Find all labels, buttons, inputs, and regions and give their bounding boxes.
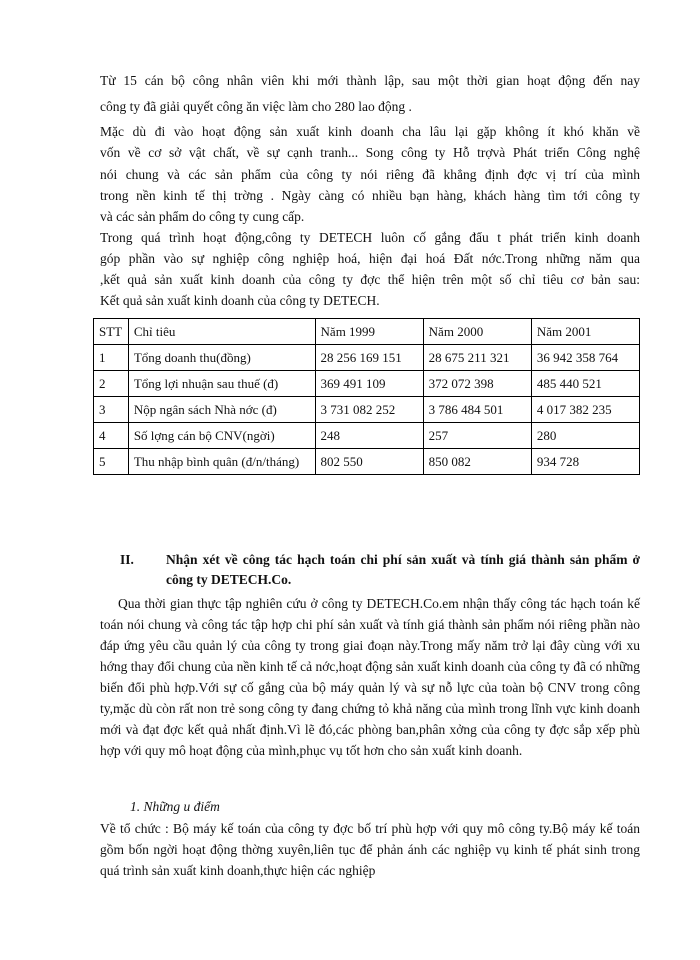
table-cell: 4 017 382 235 <box>531 397 639 423</box>
intro-line: Mặc dù đi vào hoạt động sản xuất kinh doanh cha lâu lại gặp không ít khó khăn về <box>100 124 640 139</box>
intro-line: ,kết quả sản xuất kinh doanh của công ty đợc thể hiện trên một số chỉ tiêu cơ bản sau: <box>100 272 640 287</box>
body-paragraph: Về tổ chức : Bộ máy kế toán của công ty đợc bố trí phù hợp với quy mô công ty.Bộ máy kế toán gồm bốn ngời hoạt động thờng xuyên,liên tục để phản ánh các nghiệp vụ kinh tế phát sinh trong quá trình sản xuất kinh doanh,thực hiện các nghiệp <box>100 821 640 878</box>
business-results-table <box>93 318 640 475</box>
body-paragraph: Qua thời gian thực tập nghiên cứu ở công ty DETECH.Co.em nhận thấy công tác hạch toán kế toán nói chung và công tác tập hợp chi phí sản xuất và tính giá thành sản phẩm nói riêng phần nào đáp ứng yêu cầu quản lý của công ty trong giai đoạn này.Trong mấy năm trở lại đây cùng với xu hớng thay đổi chung của nền kinh tế cả nớc,hoạt động sản xuất kinh doanh của công ty đã có những biến đổi phù hợp.Với sự cố gắng của bộ máy quản lý và sự nỗ lực của toàn bộ CNV trong công ty,mặc dù còn rất non trẻ song công ty đang chứng tỏ khả năng của mình trong lĩnh vực kinh doanh mới và đạt đợc kết quả nhất định.Vì lẽ đó,các phòng ban,phân xởng của công ty đợc sắp xếp phù hợp với quy mô hoạt động của mình,phục vụ tốt hơn cho sản xuất kinh doanh. <box>100 596 640 758</box>
section-heading <box>120 550 640 594</box>
table-cell: 372 072 398 <box>423 371 531 397</box>
section-title: Nhận xét về công tác hạch toán chi phí sản xuất và tính giá thành sản phẩm ở công ty DETECH.Co. <box>166 552 640 587</box>
table-row <box>94 449 640 475</box>
intro-line: Trong quá trình hoạt động,công ty DETECH luôn cố gắng đẩu t phát triển kinh doanh <box>100 230 640 245</box>
table-cell: Thu nhập bình quân (đ/n/tháng) <box>128 449 315 475</box>
table-cell: 1 <box>94 345 129 371</box>
table-cell: 934 728 <box>531 449 639 475</box>
table-cell: Nộp ngân sách Nhà nớc (đ) <box>128 397 315 423</box>
intro-line: nói chung và các sản phẩm của công ty nói riêng đã khẳng định đợc vị trí của mình <box>100 167 640 182</box>
table-cell: 28 256 169 151 <box>315 345 423 371</box>
header-stt: STT <box>94 319 129 345</box>
table-row <box>94 397 640 423</box>
table-cell: 3 <box>94 397 129 423</box>
intro-line: vốn về cơ sở vật chất, về sự cạnh tranh... Song công ty Hỗ trợvà Phát triển Công nghệ <box>100 145 640 160</box>
intro-line: Kết quả sản xuất kinh doanh của công ty DETECH. <box>100 293 380 308</box>
table-row <box>94 423 640 449</box>
header-year-1999: Năm 1999 <box>315 319 423 345</box>
intro-line: công ty đã giải quyết công ăn việc làm cho 280 lao động . <box>100 99 412 114</box>
table-cell: 5 <box>94 449 129 475</box>
table-cell: 850 082 <box>423 449 531 475</box>
table-cell: 3 786 484 501 <box>423 397 531 423</box>
table-cell: 4 <box>94 423 129 449</box>
table-cell: Số lợng cán bộ CNV(ngời) <box>128 423 315 449</box>
table-cell: 802 550 <box>315 449 423 475</box>
table-cell: 280 <box>531 423 639 449</box>
table-cell: 3 731 082 252 <box>315 397 423 423</box>
table-cell: 36 942 358 764 <box>531 345 639 371</box>
intro-line: Từ 15 cán bộ công nhân viên khi mới thành lập, sau một thời gian hoạt động đến nay <box>100 73 640 88</box>
table-row <box>94 371 640 397</box>
header-indicator: Chỉ tiêu <box>128 319 315 345</box>
header-year-2000: Năm 2000 <box>423 319 531 345</box>
table-header-row <box>94 319 640 345</box>
section-number: II. <box>120 552 134 567</box>
intro-line: góp phần vào sự nghiệp công nghiệp hoá, hiện đại hoá Đất nớc.Trong những năm qua <box>100 251 640 266</box>
subsection-heading: 1. Những u điểm <box>130 799 220 814</box>
table-cell: 2 <box>94 371 129 397</box>
table-cell: Tổng doanh thu(đồng) <box>128 345 315 371</box>
table-cell: 369 491 109 <box>315 371 423 397</box>
table-cell: 485 440 521 <box>531 371 639 397</box>
table-cell: 257 <box>423 423 531 449</box>
intro-line: trong nền kinh tế thị trờng . Ngày càng có nhiều bạn hàng, khách hàng tìm tới công ty <box>100 188 640 203</box>
table-cell: 248 <box>315 423 423 449</box>
intro-line: và các sản phẩm do công ty cung cấp. <box>100 209 305 224</box>
table-row <box>94 345 640 371</box>
table-cell: Tổng lợi nhuận sau thuế (đ) <box>128 371 315 397</box>
header-year-2001: Năm 2001 <box>531 319 639 345</box>
table-cell: 28 675 211 321 <box>423 345 531 371</box>
